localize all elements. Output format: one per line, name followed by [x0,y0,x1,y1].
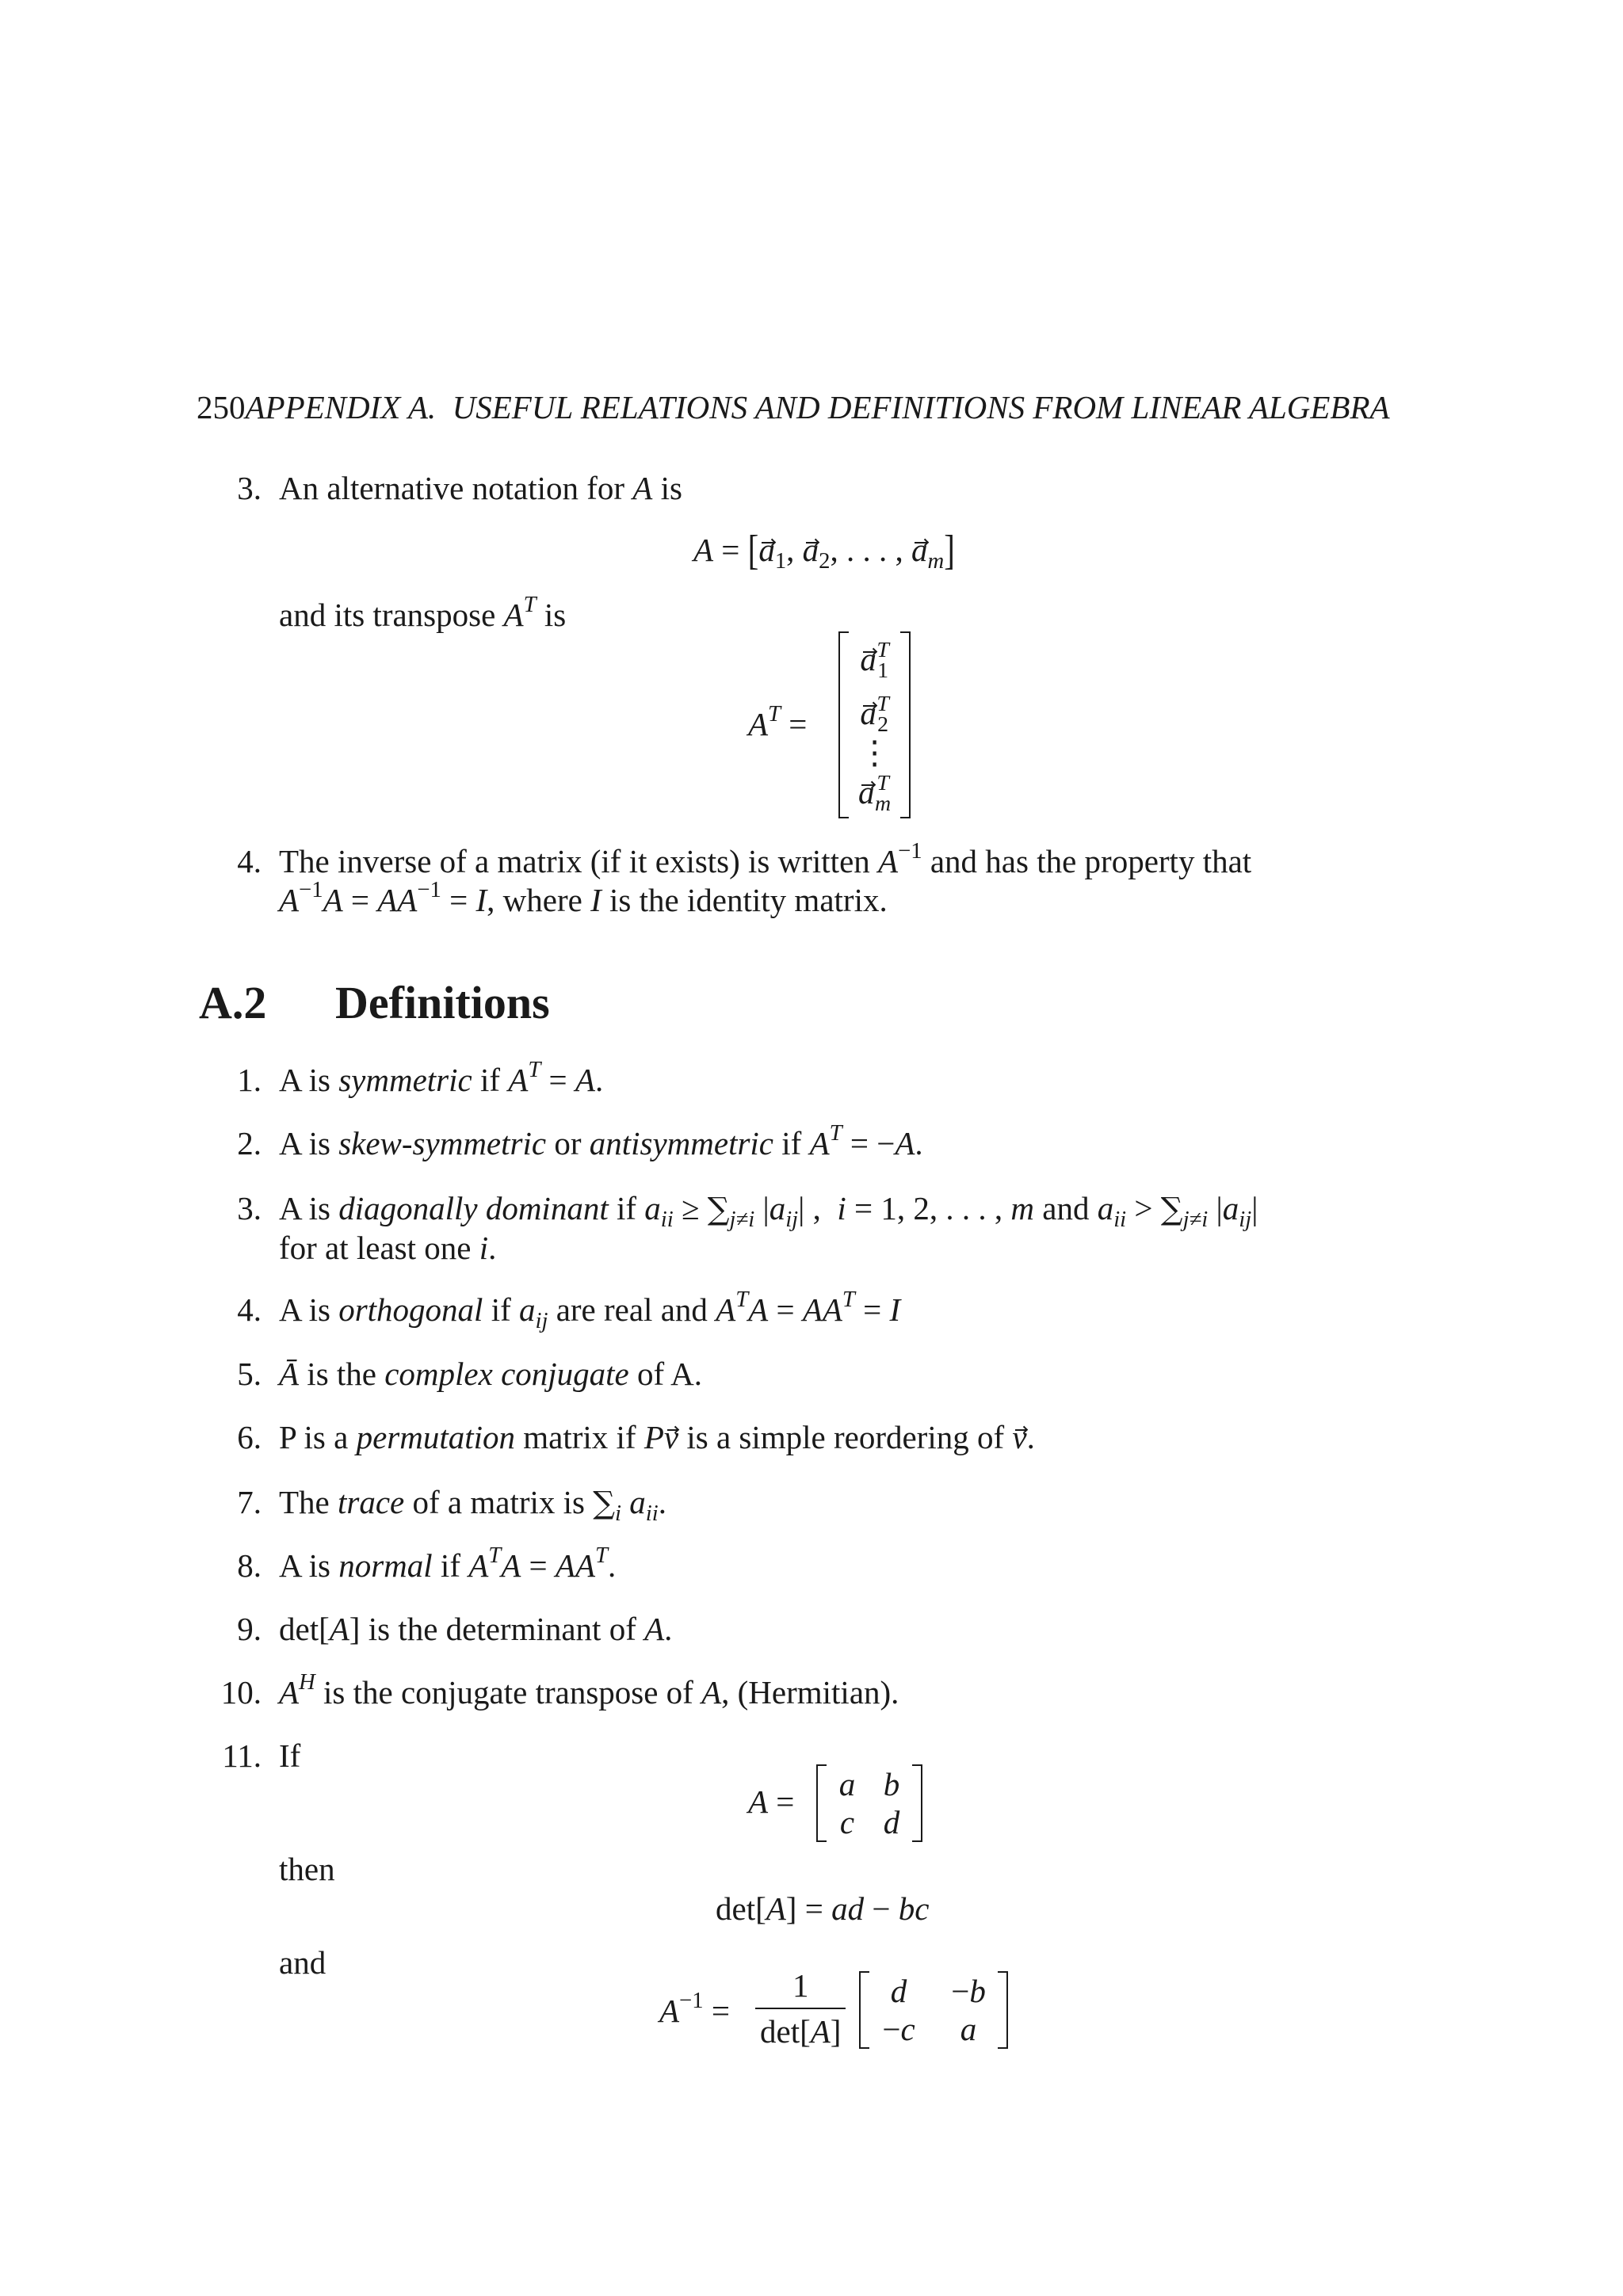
italic-run: A [895,1125,915,1161]
definition-text [279,1350,702,1398]
vector-symbol: v [663,1419,679,1455]
page-number: 250 [197,389,246,425]
definition-text [279,1119,923,1167]
text-run: is [652,470,682,506]
equation-lhs [659,1987,730,2035]
subscript: 2 [877,712,889,738]
list-item-number: 2. [237,1125,262,1161]
text-run: . [488,1230,497,1266]
italic-run: bc [898,1890,930,1927]
italic-run: A [809,1125,830,1161]
text-run: = [540,1062,575,1098]
matrix-bracket-right [998,1971,1008,2049]
matrix-body [869,1971,998,2049]
vector-symbol: a [911,532,928,568]
list-item-number: 9. [237,1611,262,1647]
text-run: if [483,1291,519,1328]
italic-run: A [279,1674,300,1711]
matrix-cell [877,1765,906,1803]
list-item-number: 5. [237,1356,262,1392]
italic-run: symmetric [338,1062,472,1098]
text-run: and has the property that [922,843,1252,879]
italic-run: skew-symmetric [338,1125,547,1161]
italic-run: a [629,1484,646,1520]
text-run: If [279,1737,301,1774]
subscript: 1 [877,658,889,684]
superscript: −1 [679,1988,704,2014]
matrix-cell [858,766,891,818]
superscript: T [876,770,889,795]
matrix-cell [876,1972,922,2010]
list-item-number: 3. [237,1190,262,1226]
text-run: . [1026,1419,1035,1455]
text-run: = 1, 2, . . . , [846,1190,1011,1226]
italic-run: A [501,1547,521,1584]
italic-run: b [883,1766,900,1802]
subscript: ii [1113,1206,1127,1232]
inverse-matrix [859,1971,1008,2049]
matrix-bracket-left [838,631,849,818]
sup-sub-pair [876,691,889,738]
text-run: − [951,1973,970,2009]
italic-run: A [575,1062,595,1098]
summation-symbol: ∑ [1160,1192,1183,1227]
subscript: ij [535,1307,548,1333]
vector-symbol: v [1012,1419,1027,1455]
list-item-number: 3. [237,470,262,506]
superscript: T [528,1057,541,1083]
italic-run: AA [802,1291,842,1328]
italic-run: a [960,2011,977,2047]
italic-run: complex conjugate [384,1356,629,1392]
superscript: T [876,691,889,716]
text-run: ≥ [673,1190,708,1226]
text-run: . [915,1125,923,1161]
text-run: for at least one [279,1230,479,1266]
text-run: | [1208,1190,1223,1226]
list-item-text [279,464,682,512]
text-run: = − [842,1125,896,1161]
subscript: 2 [819,547,831,574]
text-run: det[ [760,2013,811,2050]
italic-run: i [837,1190,846,1226]
vector-symbol: a [758,532,775,568]
superscript: T [842,1287,855,1313]
italic-run: A [748,706,769,742]
italic-run: A [701,1674,722,1711]
matrix-cell [945,2010,991,2048]
text-run [621,1484,629,1520]
italic-run: c [839,1804,855,1840]
italic-run: I [590,882,601,918]
italic-run: AA [555,1547,595,1584]
text-run: , . . . , [830,532,912,568]
text-run: is the [299,1356,385,1392]
text-run: = [768,1783,795,1820]
italic-run: a [519,1291,536,1328]
text-run: . [607,1547,617,1584]
vertical-dots: ⋮ [858,734,892,772]
text-run: is [536,597,567,633]
text-run: = [521,1547,556,1584]
italic-run: permutation [356,1419,516,1455]
text-run: . [658,1484,666,1520]
superscript: T [876,637,889,662]
list-item-number: 6. [237,1419,262,1455]
text-run: A is [279,1547,339,1584]
italic-run: A [716,1291,736,1328]
definition-text [279,1732,300,1779]
bracket-symbol: ] [944,525,955,574]
text-run: is the conjugate transpose of [315,1674,702,1711]
matrix-body [849,631,900,818]
text-run: P is a [279,1419,357,1455]
matrix-cell [877,1803,906,1841]
matrix-cell [858,734,892,772]
text-run: − [882,2011,901,2047]
definition-text [279,1286,900,1333]
text-run: or [546,1125,590,1161]
subscript: ii [660,1206,674,1232]
superscript: T [488,1543,502,1569]
italic-run: A [468,1547,489,1584]
italic-run: a [769,1190,786,1226]
text-run: 1 [792,1967,809,2004]
vector-symbol: a [858,774,875,810]
text-run: A is [279,1125,339,1161]
text-run: is the identity matrix. [601,882,888,918]
vector-symbol: a [860,695,876,731]
text-run: A is [279,1190,339,1226]
italic-run: m [1010,1190,1034,1226]
matrix-bracket-right [912,1764,922,1842]
italic-run: A [878,843,899,879]
definition-text [279,1669,899,1716]
italic-run: P [643,1419,664,1455]
list-item-number: 4. [237,1291,262,1328]
matrix-bracket-left [816,1764,827,1842]
text-run: = [781,706,808,742]
section-number: A.2 [199,977,267,1028]
text-run: > [1126,1190,1161,1226]
matrix-cell [833,1803,861,1841]
text-run: . [664,1611,673,1647]
italic-run: A [508,1062,529,1098]
italic-run: A [329,1611,349,1647]
italic-run: A [644,1611,665,1647]
text-run: An alternative notation for [279,470,633,506]
matrix-cell [945,1972,991,2010]
fraction [755,1963,846,2054]
text-run: if [432,1547,469,1584]
definition-text [279,1413,1035,1461]
equation-lhs [748,1778,794,1825]
fraction-numerator [755,1963,846,2008]
text-run: A is [279,1291,339,1328]
italic-run: A [503,597,524,633]
subscript: j≠i [1182,1206,1209,1232]
italic-run: c [900,2011,915,2047]
italic-run: d [883,1804,900,1840]
subscript: i [615,1500,622,1526]
list-item-number: 8. [237,1547,262,1584]
list-item-text [279,591,566,639]
text-run: and [1034,1190,1098,1226]
superscript: T [523,592,537,618]
matrix-body [827,1764,912,1842]
definition-text [279,1056,603,1104]
italic-run: A [748,1783,769,1820]
definition-text [279,1605,672,1653]
italic-run: a [1097,1190,1114,1226]
sup-sub-pair [876,637,889,684]
italic-run: I [475,882,487,918]
subscript: ij [785,1206,799,1232]
italic-run: A [810,2013,831,2050]
list-item-number: 11. [222,1737,262,1774]
text-run: matrix if [515,1419,644,1455]
text-run: = [768,1291,803,1328]
list-item-text [279,876,888,924]
definition-text [279,1542,616,1589]
vector-symbol: a [802,532,819,568]
text-run: det[ [279,1611,330,1647]
subscript: 1 [774,547,787,574]
text-run: and its transpose [279,597,504,633]
matrix-cell [858,687,891,739]
display-equation [693,526,955,574]
superscript: −1 [299,877,323,903]
italic-run: a [644,1190,661,1226]
definition-text [279,1224,496,1272]
subscript: m [927,547,945,574]
italic-run: i [479,1230,489,1266]
page-header [197,383,1390,431]
subscript: j≠i [729,1206,755,1232]
matrix-cell [876,2010,922,2048]
superscript: T [735,1287,749,1313]
text-run: | [754,1190,769,1226]
italic-run: A [323,882,343,918]
list-item-number: 7. [237,1484,262,1520]
fraction-denominator [755,2009,846,2054]
italic-run: normal [338,1547,433,1584]
display-equation [716,1885,929,1932]
superscript: −1 [898,838,922,864]
summation-symbol: ∑ [707,1192,730,1227]
matrix-bracket-right [900,631,911,818]
text-run: det[ [716,1890,766,1927]
matrix-cell [833,1765,861,1803]
text-run: = [713,532,748,568]
text-run: , (Hermitian). [721,1674,899,1711]
text-run: The [279,1484,338,1520]
superscript: T [768,701,781,727]
matrix-bracket-left [859,1971,869,2049]
italic-run: A [693,532,714,568]
text-run: , [786,532,803,568]
matrix-a [816,1764,922,1842]
superscript: H [299,1669,315,1695]
italic-run: a [1222,1190,1239,1226]
text-run: | , [798,1190,838,1226]
superscript: T [829,1120,842,1146]
italic-run: ad [831,1890,865,1927]
italic-run: antisymmetric [589,1125,774,1161]
connective-text: and [279,1944,327,1981]
italic-run: diagonally dominant [338,1190,609,1226]
running-title: APPENDIX A. USEFUL RELATIONS AND DEFINITIONS FROM LINEAR ALGEBRA [245,389,1390,425]
connective-text: then [279,1851,335,1887]
text-run: of a matrix is [404,1484,594,1520]
text-run: . [594,1062,604,1098]
text-run: ] is the determinant of [349,1611,645,1647]
sup-sub-pair [875,770,892,817]
subscript: ij [1239,1206,1252,1232]
text-run: The inverse of a matrix (if it exists) is written [279,843,879,879]
list-item-number: 10. [220,1674,262,1711]
superscript: T [595,1543,608,1569]
italic-run: orthogonal [338,1291,483,1328]
italic-run: b [969,1973,986,2009]
italic-run: A [279,882,300,918]
text-run: A is [279,1062,339,1098]
italic-run: d [890,1973,907,2009]
text-run: , where [487,882,591,918]
italic-run: a [838,1766,856,1802]
bracket-symbol: [ [747,525,759,574]
transpose-column-vector [838,631,911,818]
italic-run: A [748,1291,769,1328]
list-item-number: 1. [237,1062,262,1098]
italic-run: A [766,1890,786,1927]
subscript: ii [645,1500,659,1526]
text-run: − [864,1890,899,1927]
italic-run: trace [338,1484,405,1520]
text-run: | [1251,1190,1258,1226]
text-run: if [773,1125,810,1161]
section-title: Definitions [335,977,550,1028]
text-run: of A. [628,1356,703,1392]
definition-text [279,1478,666,1526]
text-run: = [854,1291,890,1328]
italic-run: Ā [279,1356,300,1392]
text-run: ] [830,2013,842,2050]
italic-run: AA [377,882,418,918]
text-run: are real and [548,1291,716,1328]
summation-symbol: ∑ [593,1486,616,1521]
superscript: −1 [417,877,441,903]
italic-run: I [889,1291,901,1328]
text-run: ] = [785,1890,832,1927]
italic-run: A [659,1993,680,2029]
text-run: = [441,882,476,918]
text-run: if [608,1190,645,1226]
italic-run: A [632,470,653,506]
vector-symbol: a [860,641,876,677]
list-item-number: 4. [237,843,262,879]
text-run: = [342,882,378,918]
text-run: is a simple reordering of [678,1419,1013,1455]
matrix-cell [858,631,891,687]
equation-lhs [748,700,807,748]
text-run: if [472,1062,509,1098]
text-run: = [703,1993,730,2029]
subscript: m [875,791,892,817]
